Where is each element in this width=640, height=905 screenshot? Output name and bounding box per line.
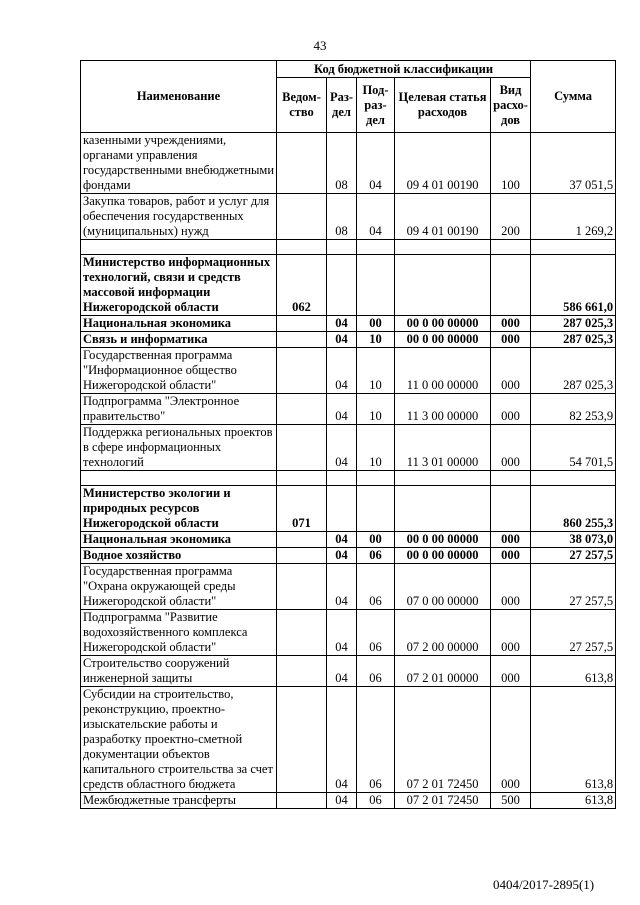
empty-cell <box>395 240 491 255</box>
cell-podrazdel: 06 <box>357 564 395 610</box>
empty-cell <box>491 240 531 255</box>
cell-razdel: 04 <box>327 348 357 394</box>
table-row <box>81 564 616 610</box>
cell-razdel: 04 <box>327 610 357 656</box>
cell-expense-type: 100 <box>491 133 531 194</box>
cell-podrazdel <box>357 486 395 532</box>
cell-vedomstvo <box>277 332 327 348</box>
cell-name: Подпрограмма "Электронное правительство" <box>81 394 277 425</box>
cell-expense-type: 500 <box>491 793 531 809</box>
cell-podrazdel: 10 <box>357 348 395 394</box>
empty-cell <box>357 240 395 255</box>
cell-expense-type: 000 <box>491 394 531 425</box>
cell-sum: 860 255,3 <box>531 486 616 532</box>
cell-razdel: 04 <box>327 316 357 332</box>
cell-sum: 82 253,9 <box>531 394 616 425</box>
cell-expense-type <box>491 486 531 532</box>
cell-expense-type: 000 <box>491 316 531 332</box>
empty-cell <box>277 471 327 486</box>
document-code: 0404/2017-2895(1) <box>493 877 595 892</box>
cell-expense-type: 000 <box>491 548 531 564</box>
cell-target-article: 09 4 01 00190 <box>395 194 491 240</box>
header-vedomstvo: Ведом-ство <box>277 78 327 133</box>
table-row <box>81 532 616 548</box>
cell-target-article: 00 0 00 00000 <box>395 316 491 332</box>
cell-vedomstvo: 062 <box>277 255 327 316</box>
table-row <box>81 486 616 532</box>
cell-vedomstvo <box>277 133 327 194</box>
empty-cell <box>491 471 531 486</box>
cell-razdel: 04 <box>327 548 357 564</box>
cell-podrazdel: 00 <box>357 316 395 332</box>
cell-target-article: 07 2 01 72450 <box>395 793 491 809</box>
table-row <box>81 425 616 471</box>
table-row <box>81 316 616 332</box>
cell-podrazdel: 06 <box>357 548 395 564</box>
cell-razdel: 04 <box>327 332 357 348</box>
cell-vedomstvo <box>277 316 327 332</box>
cell-razdel: 08 <box>327 194 357 240</box>
empty-cell <box>327 471 357 486</box>
cell-target-article: 07 0 00 00000 <box>395 564 491 610</box>
cell-expense-type: 000 <box>491 687 531 793</box>
cell-target-article <box>395 486 491 532</box>
cell-sum: 613,8 <box>531 793 616 809</box>
table-row <box>81 394 616 425</box>
cell-name: Министерство экологии и природных ресурсов Нижегородской области <box>81 486 277 532</box>
cell-name: Строительство сооружений инженерной защиты <box>81 656 277 687</box>
cell-sum: 38 073,0 <box>531 532 616 548</box>
cell-target-article: 07 2 01 00000 <box>395 656 491 687</box>
header-name: Наименование <box>81 61 277 133</box>
budget-table <box>80 60 616 809</box>
cell-razdel: 04 <box>327 425 357 471</box>
cell-sum: 287 025,3 <box>531 332 616 348</box>
cell-name: Поддержка региональных проектов в сфере информационных технологий <box>81 425 277 471</box>
cell-target-article: 07 2 01 72450 <box>395 687 491 793</box>
cell-expense-type: 200 <box>491 194 531 240</box>
cell-expense-type: 000 <box>491 532 531 548</box>
table-row <box>81 793 616 809</box>
cell-name: Национальная экономика <box>81 532 277 548</box>
cell-razdel: 04 <box>327 532 357 548</box>
cell-razdel: 04 <box>327 656 357 687</box>
cell-podrazdel: 10 <box>357 332 395 348</box>
cell-target-article: 00 0 00 00000 <box>395 332 491 348</box>
header-podrazdel: Под-раз-дел <box>357 78 395 133</box>
header-razdel: Раз-дел <box>327 78 357 133</box>
cell-target-article <box>395 255 491 316</box>
cell-name: Связь и информатика <box>81 332 277 348</box>
cell-name: Государственная программа "Охрана окружающей среды Нижегородской области" <box>81 564 277 610</box>
cell-expense-type: 000 <box>491 610 531 656</box>
empty-cell <box>81 240 277 255</box>
cell-vedomstvo <box>277 348 327 394</box>
cell-target-article: 11 0 00 00000 <box>395 348 491 394</box>
empty-cell <box>531 240 616 255</box>
empty-cell <box>531 471 616 486</box>
cell-vedomstvo <box>277 687 327 793</box>
cell-expense-type: 000 <box>491 425 531 471</box>
cell-razdel: 04 <box>327 394 357 425</box>
cell-sum: 586 661,0 <box>531 255 616 316</box>
cell-expense-type: 000 <box>491 564 531 610</box>
cell-podrazdel <box>357 255 395 316</box>
cell-podrazdel: 10 <box>357 394 395 425</box>
cell-podrazdel: 10 <box>357 425 395 471</box>
cell-vedomstvo <box>277 194 327 240</box>
cell-vedomstvo <box>277 548 327 564</box>
cell-razdel <box>327 255 357 316</box>
page-number: 43 <box>313 38 327 53</box>
cell-podrazdel: 04 <box>357 194 395 240</box>
cell-target-article: 07 2 00 00000 <box>395 610 491 656</box>
cell-name: Субсидии на строительство, реконструкцию, проектно-изыскательские работы и разработку проектно-сметной документации объектов капитального строительства за счет средств областного бюджета <box>81 687 277 793</box>
cell-sum: 613,8 <box>531 687 616 793</box>
table-body <box>81 133 616 809</box>
cell-razdel <box>327 486 357 532</box>
cell-vedomstvo <box>277 532 327 548</box>
cell-sum: 1 269,2 <box>531 194 616 240</box>
cell-target-article: 09 4 01 00190 <box>395 133 491 194</box>
empty-cell <box>277 240 327 255</box>
empty-cell <box>357 471 395 486</box>
table-row <box>81 332 616 348</box>
cell-sum: 27 257,5 <box>531 564 616 610</box>
empty-cell <box>395 471 491 486</box>
cell-vedomstvo <box>277 394 327 425</box>
cell-name: Межбюджетные трансферты <box>81 793 277 809</box>
cell-vedomstvo <box>277 793 327 809</box>
cell-razdel: 08 <box>327 133 357 194</box>
cell-razdel: 04 <box>327 687 357 793</box>
cell-vedomstvo <box>277 564 327 610</box>
header-classification-code: Код бюджетной классификации <box>277 61 531 78</box>
cell-name: Министерство информационных технологий, связи и средств массовой информации Нижегородской области <box>81 255 277 316</box>
cell-vedomstvo: 071 <box>277 486 327 532</box>
cell-podrazdel: 04 <box>357 133 395 194</box>
cell-name: Водное хозяйство <box>81 548 277 564</box>
cell-sum: 54 701,5 <box>531 425 616 471</box>
cell-podrazdel: 06 <box>357 610 395 656</box>
cell-target-article: 00 0 00 00000 <box>395 532 491 548</box>
table-row <box>81 348 616 394</box>
table-row <box>81 610 616 656</box>
cell-vedomstvo <box>277 425 327 471</box>
cell-vedomstvo <box>277 610 327 656</box>
empty-cell <box>327 240 357 255</box>
cell-expense-type <box>491 255 531 316</box>
cell-podrazdel: 06 <box>357 656 395 687</box>
header-sum: Сумма <box>531 61 616 133</box>
cell-name: Подпрограмма "Развитие водохозяйственного комплекса Нижегородской области" <box>81 610 277 656</box>
cell-sum: 37 051,5 <box>531 133 616 194</box>
cell-sum: 613,8 <box>531 656 616 687</box>
spacer-row <box>81 471 616 486</box>
table-row <box>81 548 616 564</box>
cell-vedomstvo <box>277 656 327 687</box>
cell-podrazdel: 00 <box>357 532 395 548</box>
cell-sum: 27 257,5 <box>531 610 616 656</box>
cell-name: Закупка товаров, работ и услуг для обеспечения государственных (муниципальных) нужд <box>81 194 277 240</box>
header-target-article: Целевая статья расходов <box>395 78 491 133</box>
table-row <box>81 133 616 194</box>
table-row <box>81 687 616 793</box>
cell-sum: 27 257,5 <box>531 548 616 564</box>
cell-podrazdel: 06 <box>357 687 395 793</box>
cell-expense-type: 000 <box>491 348 531 394</box>
cell-target-article: 11 3 01 00000 <box>395 425 491 471</box>
table-row <box>81 656 616 687</box>
empty-cell <box>81 471 277 486</box>
cell-sum: 287 025,3 <box>531 316 616 332</box>
cell-name: Государственная программа "Информационное общество Нижегородской области" <box>81 348 277 394</box>
table-row <box>81 194 616 240</box>
cell-sum: 287 025,3 <box>531 348 616 394</box>
cell-name: казенными учреждениями, органами управления государственными внебюджетными фондами <box>81 133 277 194</box>
cell-podrazdel: 06 <box>357 793 395 809</box>
cell-expense-type: 000 <box>491 656 531 687</box>
cell-razdel: 04 <box>327 793 357 809</box>
table-row <box>81 255 616 316</box>
spacer-row <box>81 240 616 255</box>
cell-target-article: 11 3 00 00000 <box>395 394 491 425</box>
cell-name: Национальная экономика <box>81 316 277 332</box>
header-expense-type: Вид расхо-дов <box>491 78 531 133</box>
cell-expense-type: 000 <box>491 332 531 348</box>
cell-razdel: 04 <box>327 564 357 610</box>
cell-target-article: 00 0 00 00000 <box>395 548 491 564</box>
